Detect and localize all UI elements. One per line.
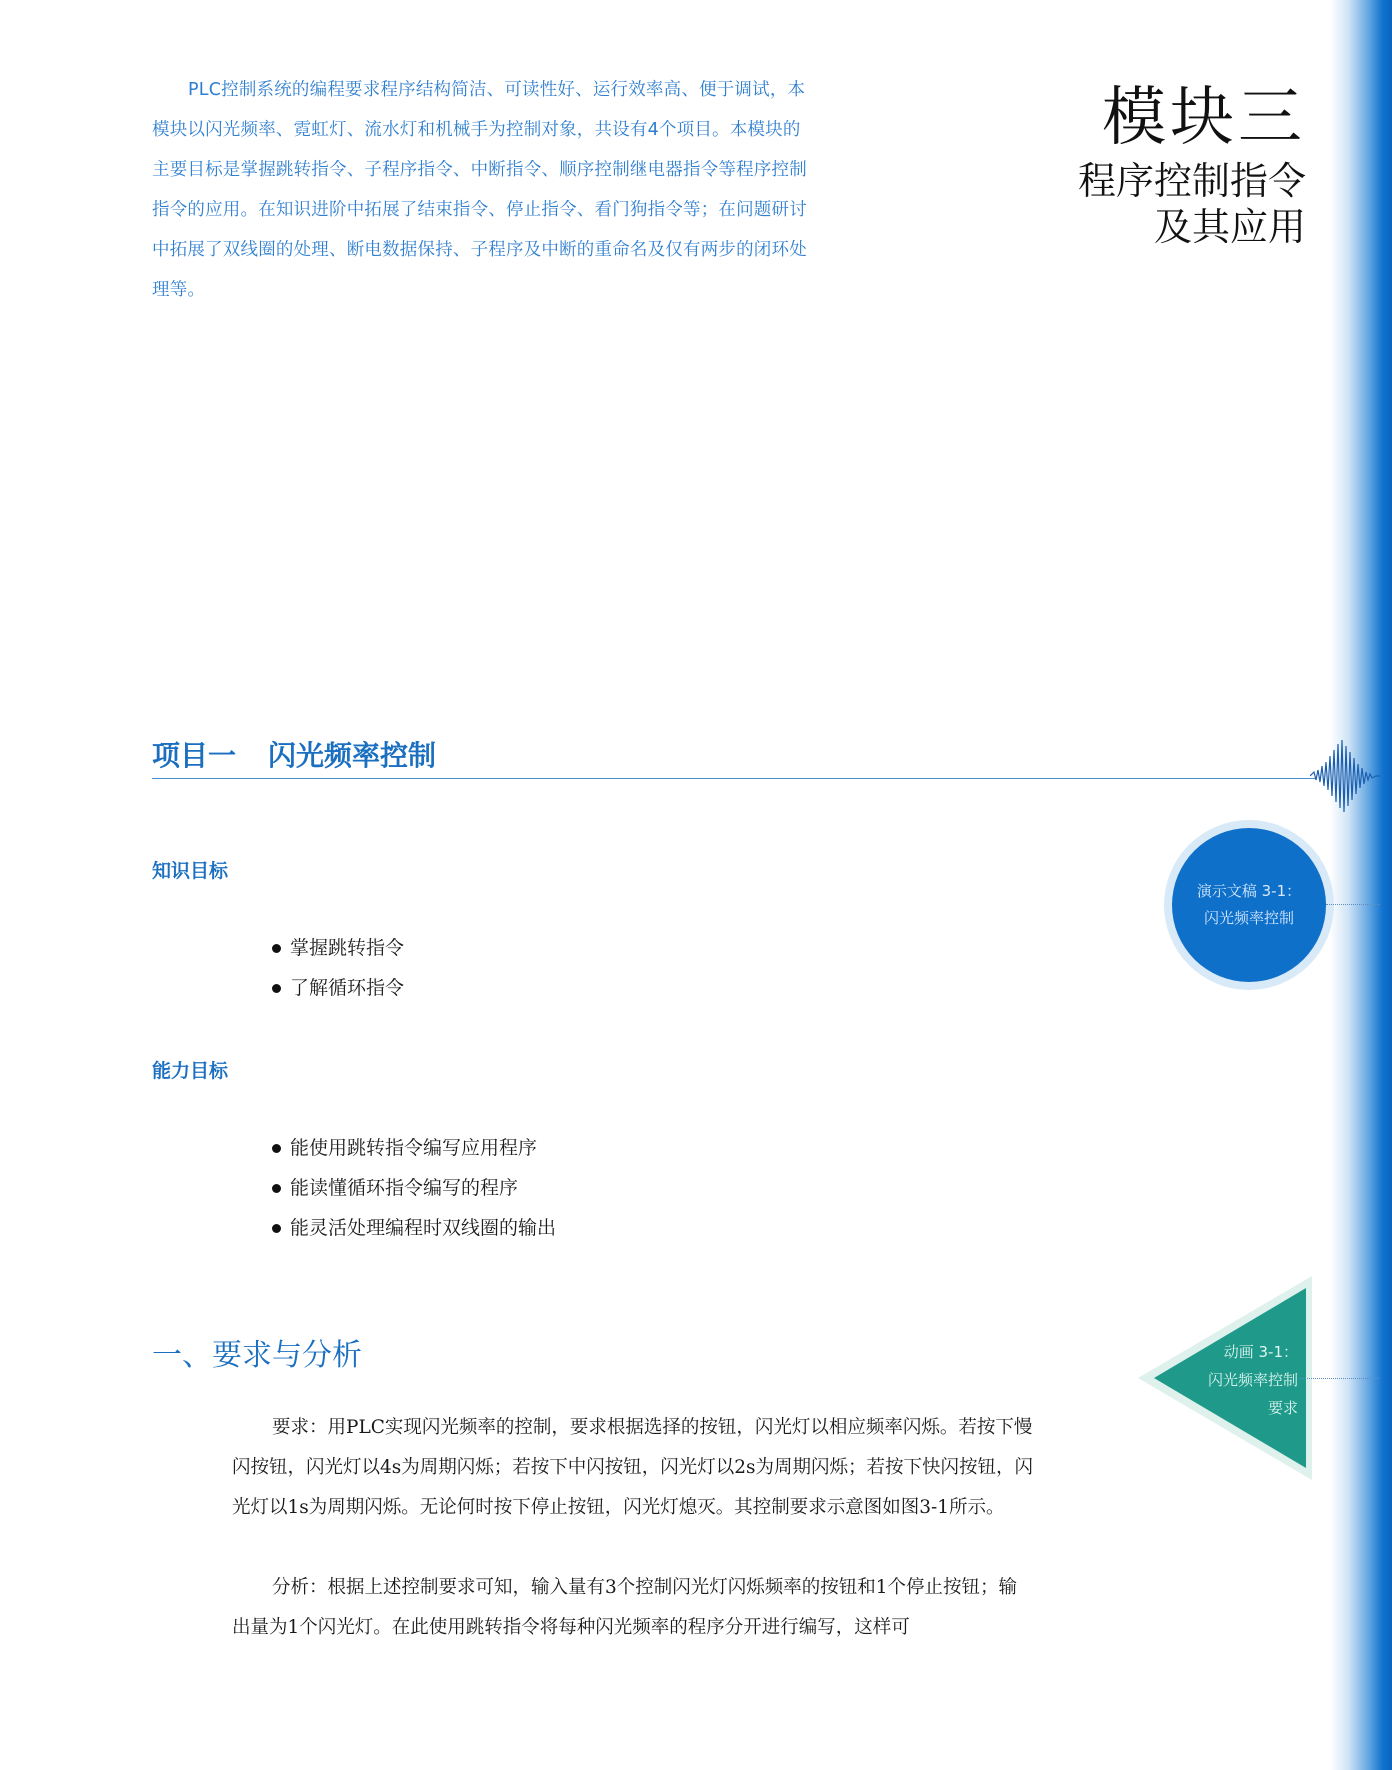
section-heading: 一、要求与分析 <box>152 1338 362 1373</box>
module-subtitle-line2: 及其应用 <box>1153 205 1306 249</box>
list-item: 了解循环指令 <box>272 968 404 1008</box>
slide-badge-halo <box>1164 820 1334 990</box>
module-title: 模块三 <box>1102 81 1306 155</box>
bullet-icon <box>272 1184 281 1193</box>
bullet-icon <box>272 1224 281 1233</box>
animation-badge-button[interactable] <box>1136 1274 1314 1482</box>
slide-badge-line1: 演示文稿 3-1： <box>1196 882 1302 900</box>
ability-goals-list <box>272 1128 556 1248</box>
project-number: 项目一 <box>152 739 237 772</box>
list-item: 能读懂循环指令编写的程序 <box>272 1168 556 1208</box>
sound-wave-icon <box>1310 736 1380 816</box>
slide-badge-button[interactable] <box>1172 828 1326 982</box>
requirement-paragraph: 要求：用PLC实现闪光频率的控制，要求根据选择的按钮，闪光灯以相应频率闪烁。若按下慢闪按钮，闪光灯以4s为周期闪烁；若按下中闪按钮，闪光灯以2s为周期闪烁；若按下快闪按钮，闪光灯以1s为周期闪烁。无论何时按下停止按钮，闪光灯熄灭。其控制要求示意图如图3-1所示。 <box>232 1417 1034 1518</box>
bullet-icon <box>272 944 281 953</box>
list-item: 掌握跳转指令 <box>272 928 404 968</box>
animation-badge-leader <box>1300 1378 1380 1379</box>
page-edge-bar <box>1330 0 1392 1770</box>
slide-badge-line2: 闪光频率控制 <box>1203 909 1294 927</box>
list-item: 能使用跳转指令编写应用程序 <box>272 1128 556 1168</box>
knowledge-goals-heading: 知识目标 <box>152 860 229 882</box>
knowledge-goals-list <box>272 928 404 1008</box>
ability-goals-heading: 能力目标 <box>152 1060 229 1082</box>
module-subtitle <box>1078 158 1306 250</box>
project-title <box>152 734 436 774</box>
project-title-rule <box>152 778 1317 779</box>
slide-badge-leader <box>1326 904 1380 905</box>
bullet-icon <box>272 1144 281 1153</box>
module-intro-paragraph: PLC控制系统的编程要求程序结构简洁、可读性好、运行效率高、便于调试，本模块以闪光频率、霓虹灯、流水灯和机械手为控制对象，共设有4个项目。本模块的主要目标是掌握跳转指令、子程序指令、中断指令、顺序控制继电器指令等程序控制指令的应用。在知识进阶中拓展了结束指令、停止指令、看门狗指令等；在问题研讨中拓展了双线圈的处理、断电数据保持、子程序及中断的重命名及仅有两步的闭环处理等。 <box>152 80 807 300</box>
module-subtitle-line1: 程序控制指令 <box>1077 159 1306 203</box>
analysis-paragraph: 分析：根据上述控制要求可知，输入量有3个控制闪光灯闪烁频率的按钮和1个停止按钮；输出量为1个闪光灯。在此使用跳转指令将每种闪光频率的程序分开进行编写，这样可 <box>232 1577 1018 1638</box>
animation-badge-label: 动画 3-1： 闪光频率控制 要求 <box>1207 1343 1298 1417</box>
bullet-icon <box>272 984 281 993</box>
project-name: 闪光频率控制 <box>268 739 437 772</box>
list-item: 能灵活处理编程时双线圈的输出 <box>272 1208 556 1248</box>
